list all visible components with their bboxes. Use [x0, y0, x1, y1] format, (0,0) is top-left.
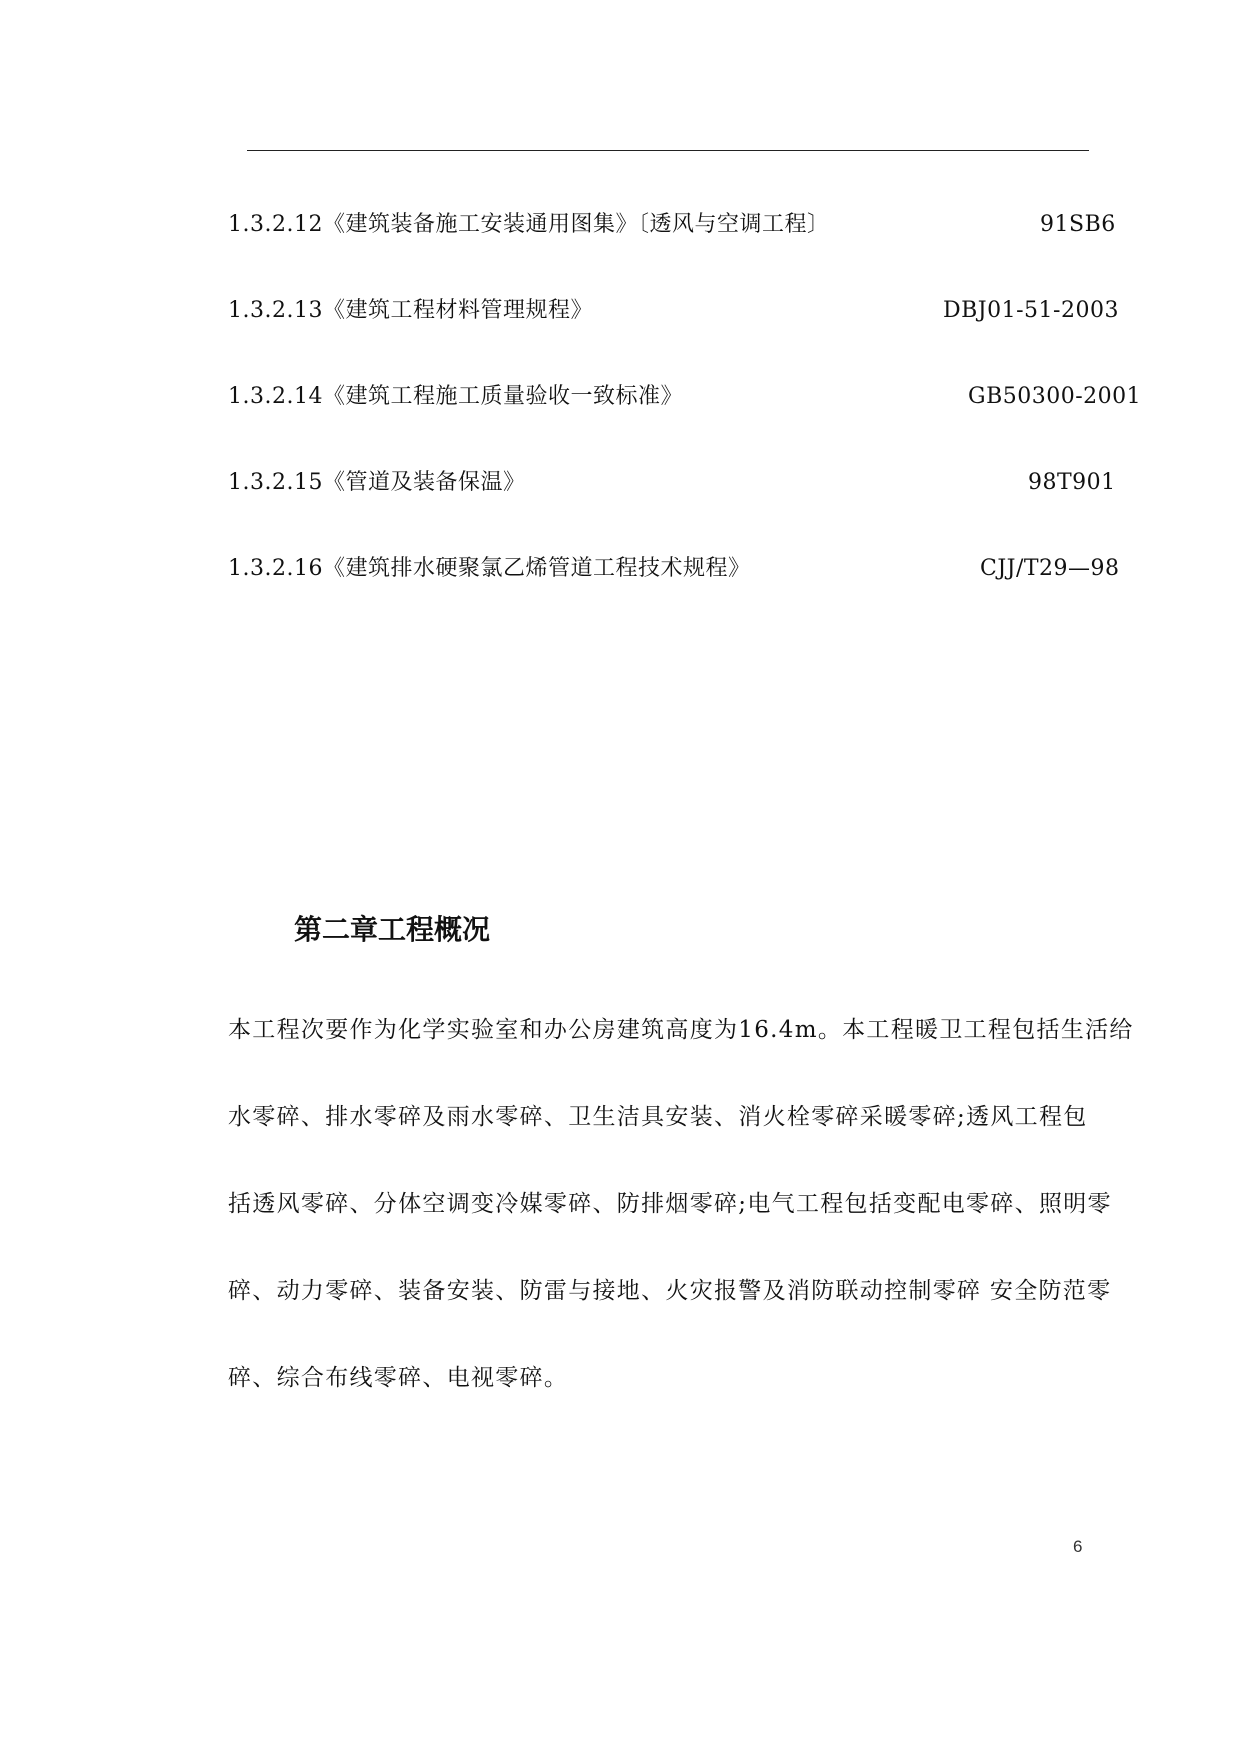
reference-code: 98T901	[1028, 470, 1116, 495]
reference-item	[228, 377, 1142, 463]
body-line: 本工程次要作为化学实验室和办公房建筑高度为16.4m。本工程暖卫工程包括生活给	[228, 1017, 1134, 1043]
reference-code: GB50300-2001	[968, 384, 1142, 409]
reference-label: 1.3.2.14《建筑工程施工质量验收一致标准》	[228, 384, 683, 409]
body-line: 碎、综合布线零碎、电视零碎。	[228, 1365, 569, 1391]
reference-label: 1.3.2.16《建筑排水硬聚氯乙烯管道工程技术规程》	[228, 556, 751, 581]
reference-item	[228, 291, 1123, 377]
reference-list	[228, 205, 1142, 635]
reference-code: CJJ/T29—98	[980, 556, 1120, 581]
header-rule	[247, 150, 1089, 151]
page-number: 6	[1073, 1537, 1083, 1556]
chapter-title: 第二章工程概况	[294, 913, 491, 946]
reference-label: 1.3.2.12《建筑装备施工安装通用图集》〔透风与空调工程〕	[228, 212, 830, 237]
body-paragraph	[228, 1010, 1134, 1445]
reference-label: 1.3.2.13《建筑工程材料管理规程》	[228, 298, 593, 323]
reference-item	[228, 549, 1123, 635]
reference-label: 1.3.2.15《管道及装备保温》	[228, 470, 526, 495]
reference-item	[228, 463, 1123, 549]
reference-item	[228, 205, 1123, 291]
body-line: 碎、动力零碎、装备安装、防雷与接地、火灾报警及消防联动控制零碎 安全防范零	[228, 1278, 1112, 1304]
body-line: 括透风零碎、分体空调变冷媒零碎、防排烟零碎;电气工程包括变配电零碎、照明零	[228, 1191, 1112, 1217]
reference-code: 91SB6	[1040, 212, 1116, 237]
reference-code: DBJ01-51-2003	[943, 298, 1119, 323]
body-line: 水零碎、排水零碎及雨水零碎、卫生洁具安装、消火栓零碎采暖零碎;透风工程包	[228, 1104, 1088, 1130]
